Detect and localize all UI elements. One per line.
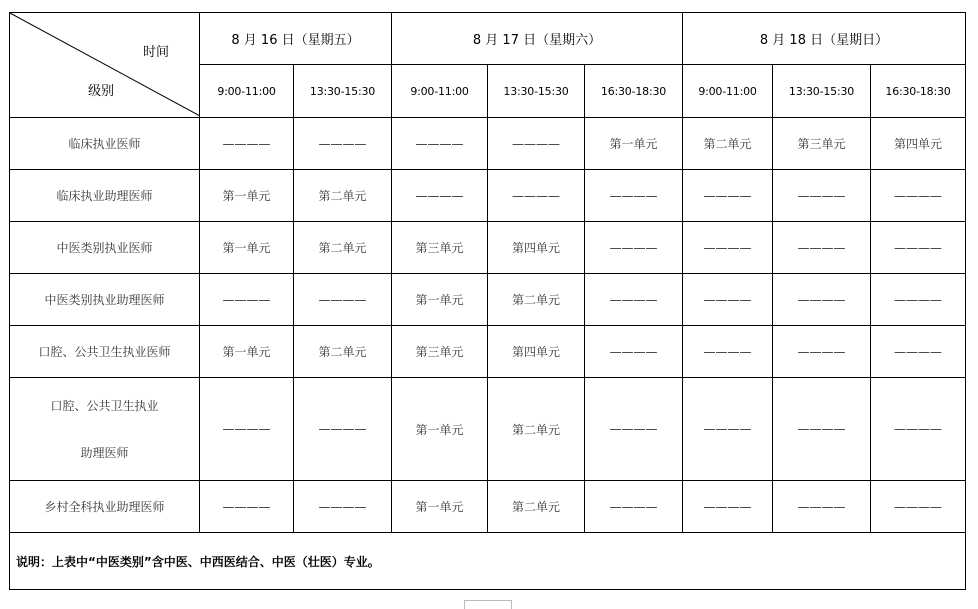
schedule-cell: 第二单元	[488, 378, 585, 481]
schedule-cell: ————	[488, 170, 585, 222]
row-level-name: 中医类别执业助理医师	[10, 274, 200, 326]
slot-header: 16:30-18:30	[585, 65, 683, 118]
slot-header: 13:30-15:30	[488, 65, 585, 118]
slot-header: 9:00-11:00	[683, 65, 773, 118]
table-row	[10, 222, 966, 274]
schedule-cell: ————	[871, 274, 966, 326]
schedule-cell: 第二单元	[488, 481, 585, 533]
schedule-cell: ————	[294, 481, 392, 533]
schedule-cell: 第二单元	[294, 170, 392, 222]
table-row	[10, 481, 966, 533]
exam-schedule-table	[9, 12, 966, 590]
table-row	[10, 326, 966, 378]
schedule-cell: ————	[773, 481, 871, 533]
slot-header: 16:30-18:30	[871, 65, 966, 118]
schedule-cell: 第一单元	[200, 170, 294, 222]
corner-header-cell	[10, 13, 200, 118]
schedule-cell: ————	[871, 378, 966, 481]
row-level-name: 临床执业医师	[10, 118, 200, 170]
row-level-name-line2: 助理医师	[80, 446, 129, 460]
schedule-cell: ————	[683, 326, 773, 378]
schedule-cell: ————	[392, 170, 488, 222]
schedule-cell: 第一单元	[392, 481, 488, 533]
diagonal-line	[10, 13, 200, 116]
schedule-cell: 第四单元	[488, 222, 585, 274]
row-level-name: 中医类别执业医师	[10, 222, 200, 274]
schedule-cell: 第一单元	[585, 118, 683, 170]
schedule-cell: ————	[773, 378, 871, 481]
table-row	[10, 170, 966, 222]
row-level-name	[10, 378, 200, 481]
schedule-cell: ————	[871, 481, 966, 533]
schedule-cell: 第一单元	[200, 326, 294, 378]
schedule-cell: ————	[871, 170, 966, 222]
schedule-cell: 第二单元	[683, 118, 773, 170]
schedule-cell: ————	[294, 378, 392, 481]
schedule-cell: ————	[871, 326, 966, 378]
schedule-cell: 第四单元	[871, 118, 966, 170]
day-header-aug18: 8 月 18 日（星期日）	[683, 13, 966, 65]
row-level-name-line1: 口腔、公共卫生执业	[50, 399, 159, 413]
schedule-cell: ————	[200, 118, 294, 170]
table-row	[10, 118, 966, 170]
schedule-cell: ————	[683, 378, 773, 481]
row-level-name: 口腔、公共卫生执业医师	[10, 326, 200, 378]
schedule-cell: 第一单元	[200, 222, 294, 274]
schedule-cell: ————	[200, 481, 294, 533]
schedule-cell: 第一单元	[392, 378, 488, 481]
slot-header: 13:30-15:30	[294, 65, 392, 118]
schedule-cell: ————	[683, 274, 773, 326]
slot-header: 13:30-15:30	[773, 65, 871, 118]
schedule-cell: 第一单元	[392, 274, 488, 326]
schedule-cell: ————	[773, 326, 871, 378]
schedule-cell: 第三单元	[773, 118, 871, 170]
schedule-cell: ————	[200, 274, 294, 326]
schedule-cell: 第二单元	[294, 326, 392, 378]
schedule-cell: ————	[683, 481, 773, 533]
schedule-cell: ————	[585, 274, 683, 326]
row-level-name: 乡村全科执业助理医师	[10, 481, 200, 533]
slot-header: 9:00-11:00	[200, 65, 294, 118]
note-row	[10, 533, 966, 590]
schedule-cell: ————	[585, 378, 683, 481]
schedule-cell: ————	[683, 222, 773, 274]
corner-label-level: 级别	[88, 84, 115, 99]
schedule-cell: ————	[585, 481, 683, 533]
slot-header: 9:00-11:00	[392, 65, 488, 118]
schedule-cell: 第四单元	[488, 326, 585, 378]
schedule-cell: ————	[585, 326, 683, 378]
schedule-cell: ————	[585, 222, 683, 274]
schedule-cell: ————	[773, 222, 871, 274]
schedule-cell: ————	[773, 170, 871, 222]
schedule-cell: ————	[488, 118, 585, 170]
schedule-cell: ————	[200, 378, 294, 481]
schedule-cell: ————	[392, 118, 488, 170]
row-level-name: 临床执业助理医师	[10, 170, 200, 222]
table-note: 说明：上表中“中医类别”含中医、中西医结合、中医（壮医）专业。	[10, 533, 966, 590]
schedule-cell: 第三单元	[392, 326, 488, 378]
schedule-cell: ————	[683, 170, 773, 222]
schedule-cell: 第二单元	[294, 222, 392, 274]
schedule-cell: ————	[773, 274, 871, 326]
day-header-aug17: 8 月 17 日（星期六）	[392, 13, 683, 65]
schedule-cell: 第二单元	[488, 274, 585, 326]
schedule-cell: ————	[871, 222, 966, 274]
schedule-cell: ————	[585, 170, 683, 222]
table-row	[10, 274, 966, 326]
day-header-aug16: 8 月 16 日（星期五）	[200, 13, 392, 65]
table-row	[10, 378, 966, 481]
schedule-cell: 第三单元	[392, 222, 488, 274]
corner-label-time: 时间	[142, 45, 169, 60]
schedule-cell: ————	[294, 274, 392, 326]
header-row-days	[10, 13, 966, 65]
schedule-cell: ————	[294, 118, 392, 170]
page-edge-artifact	[464, 600, 512, 609]
